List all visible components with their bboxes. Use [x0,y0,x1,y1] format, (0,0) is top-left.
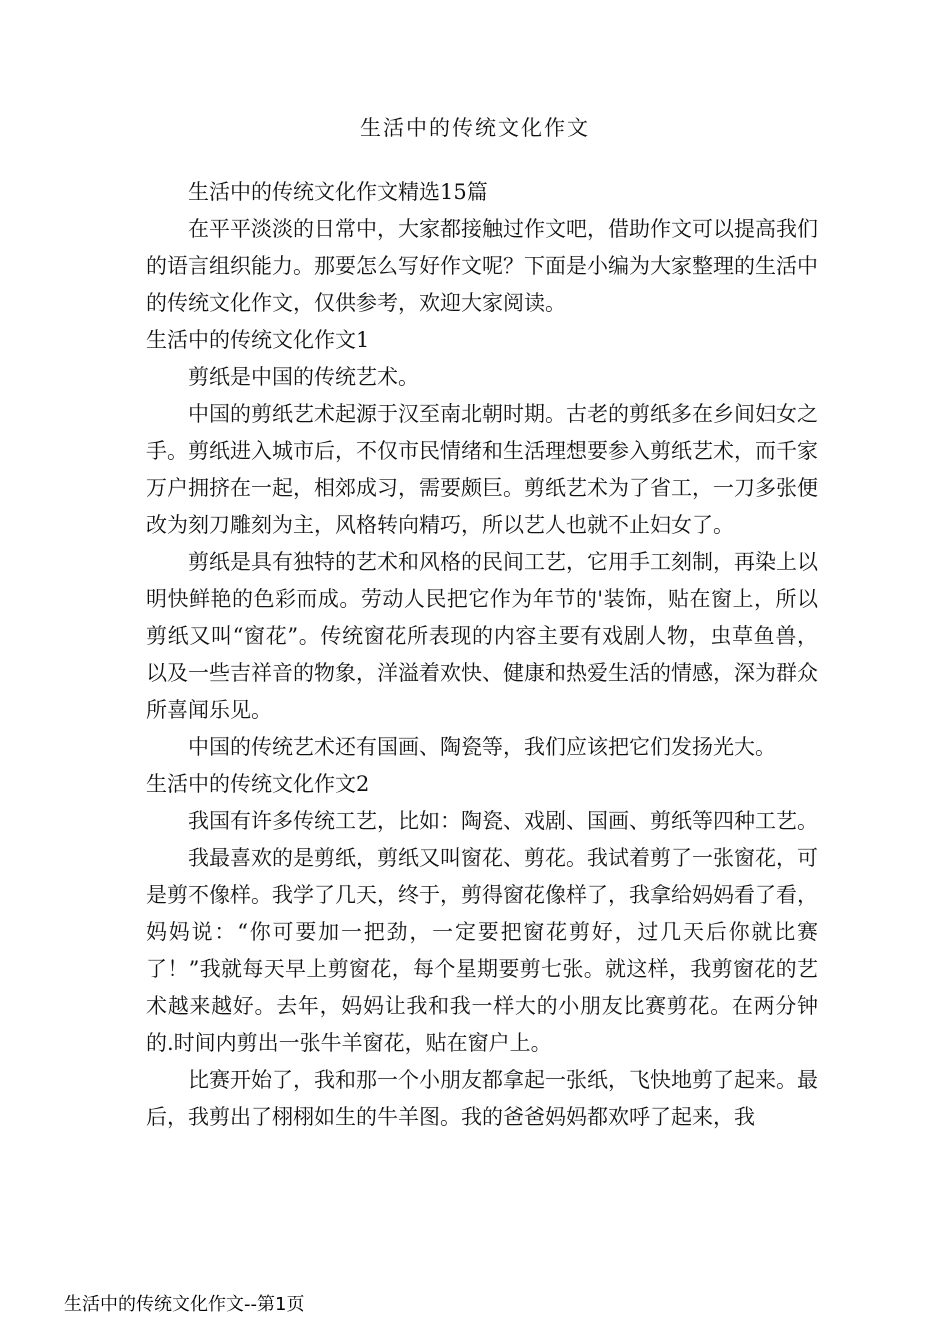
paragraph: 剪纸是中国的传统艺术。 [188,365,419,389]
section-heading-1: 生活中的传统文化作文1 [146,328,370,352]
page-footer: 生活中的传统文化作文--第1页 [64,1294,305,1315]
paragraph: 我最喜欢的是剪纸，剪纸又叫窗花、剪花。我试着剪了一张窗花，可是剪不像样。我学了几天，终于，剪得窗花像样了，我拿给妈妈看了看，妈妈说：“你可要加一把劲，一定要把窗花剪好，过几天后你就比赛了！”我就每天早上剪窗花，每个星期要剪七张。就这样，我剪窗花的艺术越来越好。去年，妈妈让我和我一样大的小朋友比赛剪花。在两分钟的.时间内剪出一张牛羊窗花，贴在窗户上。 [146,846,818,1055]
paragraph: 我国有许多传统工艺，比如：陶瓷、戏剧、国画、剪纸等四种工艺。 [188,809,818,833]
paragraph: 中国的传统艺术还有国画、陶瓷等，我们应该把它们发扬光大。 [188,735,776,759]
paragraph-intro-heading: 生活中的传统文化作文精选15篇 [188,180,488,204]
paragraph-intro: 在平平淡淡的日常中，大家都接触过作文吧，借助作文可以提高我们的语言组织能力。那要怎么写好作文呢？下面是小编为大家整理的生活中的传统文化作文，仅供参考，欢迎大家阅读。 [146,217,818,315]
paragraph: 剪纸是具有独特的艺术和风格的民间工艺，它用手工刻制，再染上以明快鲜艳的色彩而成。劳动人民把它作为年节的'装饰，贴在窗上，所以剪纸又叫“窗花”。传统窗花所表现的内容主要有戏剧人物，虫草鱼兽，以及一些吉祥音的物象，洋溢着欢快、健康和热爱生活的情感，深为群众所喜闻乐见。 [146,550,818,722]
document-title: 生活中的传统文化作文 [360,116,590,140]
paragraph: 比赛开始了，我和那一个小朋友都拿起一张纸，飞快地剪了起来。最后，我剪出了栩栩如生的牛羊图。我的爸爸妈妈都欢呼了起来，我 [146,1068,818,1129]
section-heading-2: 生活中的传统文化作文2 [146,772,370,796]
paragraph: 中国的剪纸艺术起源于汉至南北朝时期。古老的剪纸多在乡间妇女之手。剪纸进入城市后，不仅市民情绪和生活理想要参入剪纸艺术，而千家万户拥挤在一起，相郊成习，需要颇巨。剪纸艺术为了省工，一刀多张便改为刻刀雕刻为主，风格转向精巧，所以艺人也就不止妇女了。 [146,402,818,537]
document-body [146,174,818,1136]
